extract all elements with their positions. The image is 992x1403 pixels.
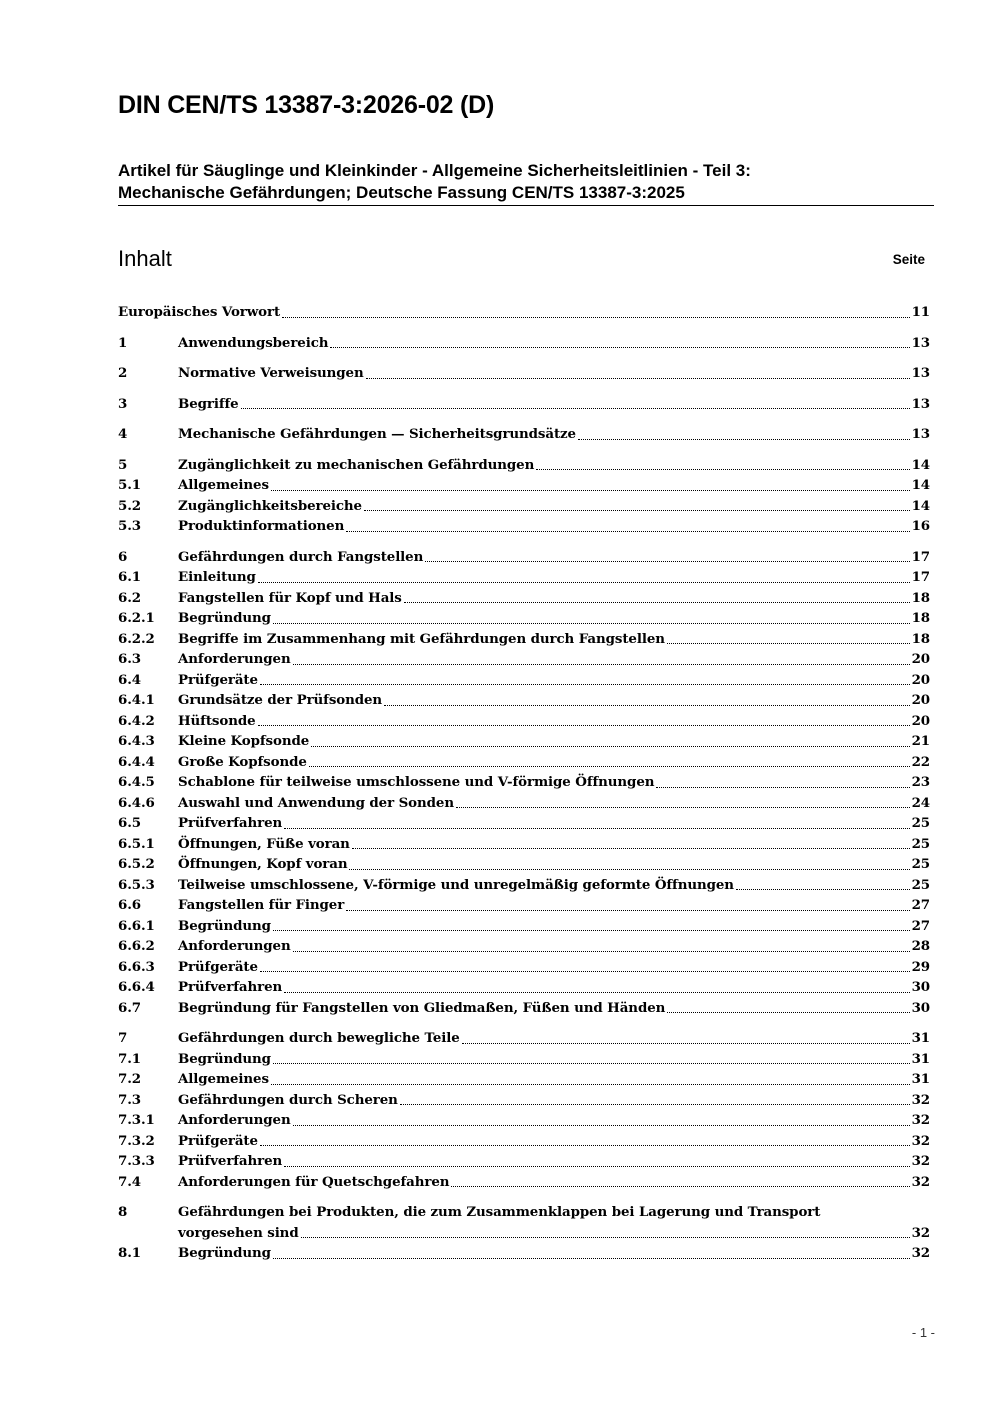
dot-leader: [425, 561, 909, 562]
dot-leader: [273, 930, 910, 931]
toc-entry-page: 32: [911, 1224, 930, 1241]
toc-entry[interactable]: [118, 1151, 930, 1172]
toc-entry-page: 17: [911, 548, 930, 565]
dot-leader: [284, 828, 909, 829]
toc-entry-title: Zugänglichkeit zu mechanischen Gefährdungen: [178, 456, 535, 473]
toc-entry-page: 31: [911, 1050, 930, 1067]
dot-leader: [667, 643, 910, 644]
toc-entry-page: 30: [911, 979, 930, 995]
toc-entry-title: Zugänglichkeitsbereiche: [178, 497, 362, 514]
toc-entry-title: Prüfverfahren: [178, 979, 283, 995]
toc-entry-page: 25: [911, 876, 930, 893]
toc-entry-title: Grundsätze der Prüfsonden: [178, 692, 383, 708]
toc-entry-number: 6.7: [118, 999, 141, 1016]
toc-entry-page: 20: [911, 651, 930, 667]
toc-entry-title: Schablone für teilweise umschlossene und V-förmige Öffnungen: [178, 774, 655, 790]
dot-leader: [400, 1104, 910, 1105]
toc-entry-title: Anforderungen: [178, 1112, 291, 1128]
toc-entry-page: 25: [911, 815, 930, 831]
dot-leader: [404, 602, 910, 603]
toc-entry-number: 6.6.3: [118, 958, 155, 975]
dot-leader: [258, 582, 910, 583]
toc-entry[interactable]: [118, 333, 930, 354]
toc-entry-page: 20: [911, 692, 930, 708]
toc-entry[interactable]: [118, 834, 930, 855]
toc-entry[interactable]: [118, 1131, 930, 1152]
dot-leader: [349, 869, 909, 870]
toc-entry-title: Begründung: [178, 917, 271, 934]
toc-entry-number: 6.2: [118, 589, 141, 606]
toc-entry-number: 6.3: [118, 651, 141, 667]
toc-entry-page: 25: [911, 835, 930, 852]
toc-entry-page: 13: [911, 426, 930, 442]
toc-entry[interactable]: [118, 363, 930, 384]
toc-entry-number: 6.4.5: [118, 774, 155, 790]
subtitle-line-2: Mechanische Gefährdungen; Deutsche Fassung CEN/TS 13387-3:2025: [118, 183, 685, 202]
toc-entry[interactable]: [118, 424, 930, 445]
dot-leader: [451, 1186, 909, 1187]
dot-leader: [273, 623, 910, 624]
toc-entry-title: Prüfgeräte: [178, 1132, 258, 1149]
toc-entry-page: 14: [911, 477, 930, 493]
toc-entry-number: 7.3: [118, 1091, 141, 1108]
toc-entry-title: Begründung: [178, 1245, 271, 1261]
toc-entry[interactable]: [118, 711, 930, 732]
toc-entry-page: 29: [911, 958, 930, 975]
toc-entry-page: 13: [911, 395, 930, 412]
toc-entry-number: 8: [118, 1204, 128, 1220]
toc-entry[interactable]: [118, 567, 930, 588]
toc-entry-number: 6.4.6: [118, 794, 155, 811]
toc-entry-title: Normative Verweisungen: [178, 365, 364, 381]
dot-leader: [462, 1043, 910, 1044]
toc-entry-page: 22: [911, 753, 930, 770]
toc-entry[interactable]: [118, 752, 930, 773]
toc-entry-page: 32: [911, 1112, 930, 1128]
dot-leader: [241, 408, 910, 409]
toc-entry-number: 6.4: [118, 671, 141, 688]
dot-leader: [578, 439, 910, 440]
toc-entry[interactable]: [118, 588, 930, 609]
toc-entry[interactable]: [118, 475, 930, 496]
dot-leader: [273, 1063, 910, 1064]
dot-leader: [656, 787, 909, 788]
toc-entry-number: 8.1: [118, 1245, 141, 1261]
toc-entry-page: 20: [911, 712, 930, 729]
toc-entry[interactable]: [118, 1243, 930, 1264]
dot-leader: [293, 951, 910, 952]
toc-entry-number: 6.4.4: [118, 753, 155, 770]
toc-entry[interactable]: [118, 1202, 930, 1223]
toc-entry-page: 14: [911, 497, 930, 514]
toc-entry-title: Anforderungen für Quetschgefahren: [178, 1173, 450, 1190]
dot-leader: [309, 766, 910, 767]
toc-entry-title: Begriffe: [178, 395, 239, 412]
toc-entry-number: 6.6.4: [118, 979, 155, 995]
toc-entry-title: Anforderungen: [178, 938, 291, 954]
toc-entry-title: Gefährdungen durch Fangstellen: [178, 548, 424, 565]
toc-entry-number: 3: [118, 395, 128, 412]
toc-entry-title: Gefährdungen durch Scheren: [178, 1091, 398, 1108]
toc-entry-page: 30: [911, 999, 930, 1016]
page-column-heading: Seite: [892, 252, 925, 267]
page-number: - 1 -: [911, 1325, 935, 1340]
toc-entry-title: Große Kopfsonde: [178, 753, 307, 770]
toc-entry-page: 32: [911, 1132, 930, 1149]
toc-entry-title: Anforderungen: [178, 651, 291, 667]
toc-entry-page: 21: [911, 733, 930, 749]
toc-entry[interactable]: [118, 1069, 930, 1090]
document-subtitle: [118, 160, 933, 204]
toc-entry-page: 18: [911, 630, 930, 647]
toc-entry[interactable]: [118, 916, 930, 937]
toc-entry-number: 7.3.1: [118, 1112, 155, 1128]
table-of-contents: [118, 302, 930, 1264]
toc-entry[interactable]: [118, 1090, 930, 1111]
toc-entry-title: Produktinformationen: [178, 518, 345, 534]
toc-entry-number: 7.1: [118, 1050, 141, 1067]
dot-leader: [258, 725, 910, 726]
toc-entry-page: 32: [911, 1153, 930, 1169]
toc-entry-title: Teilweise umschlossene, V-förmige und unregelmäßig geformte Öffnungen: [178, 876, 734, 893]
toc-entry-title: Allgemeines: [178, 1071, 269, 1087]
toc-entry[interactable]: [118, 394, 930, 415]
toc-entry-title: Allgemeines: [178, 477, 269, 493]
toc-entry-title: Prüfverfahren: [178, 815, 283, 831]
toc-entry-title: Gefährdungen bei Produkten, die zum Zusammenklappen bei Lagerung und Transport: [178, 1204, 821, 1220]
dot-leader: [293, 1125, 910, 1126]
dot-leader: [352, 848, 910, 849]
toc-entry-page: 13: [911, 334, 930, 351]
toc-entry-page: 32: [911, 1091, 930, 1108]
toc-entry-title: Fangstellen für Kopf und Hals: [178, 589, 402, 606]
dot-leader: [456, 807, 910, 808]
toc-entry-page: 24: [911, 794, 930, 811]
toc-entry-number: 6.6.2: [118, 938, 155, 954]
toc-entry-number: 6.5.1: [118, 835, 155, 852]
toc-entry-page: 18: [911, 589, 930, 606]
toc-entry-number: 6.6: [118, 897, 141, 913]
toc-entry[interactable]: [118, 936, 930, 957]
dot-leader: [260, 1145, 910, 1146]
toc-entry-page: 28: [911, 938, 930, 954]
dot-leader: [260, 684, 910, 685]
dot-leader: [284, 1166, 909, 1167]
toc-entry-number: 2: [118, 365, 128, 381]
toc-entry-number: 7.3.3: [118, 1153, 155, 1169]
toc-entry-number: 7.3.2: [118, 1132, 155, 1149]
toc-entry[interactable]: [118, 731, 930, 752]
toc-entry[interactable]: [118, 813, 930, 834]
toc-entry[interactable]: [118, 455, 930, 476]
toc-entry-number: 7: [118, 1030, 128, 1046]
toc-entry-page: 20: [911, 671, 930, 688]
dot-leader: [271, 1084, 910, 1085]
toc-entry-page: 32: [911, 1173, 930, 1190]
dot-leader: [311, 746, 909, 747]
toc-entry-page: 27: [911, 897, 930, 913]
dot-leader: [284, 992, 909, 993]
toc-entry[interactable]: [118, 895, 930, 916]
toc-entry[interactable]: [118, 977, 930, 998]
toc-entry-number: 7.4: [118, 1173, 141, 1190]
toc-entry-number: 6.1: [118, 569, 141, 585]
dot-leader: [260, 971, 910, 972]
dot-leader: [293, 664, 910, 665]
toc-entry-page: 31: [911, 1071, 930, 1087]
dot-leader: [366, 378, 910, 379]
toc-entry-page: 18: [911, 610, 930, 626]
toc-entry-title: Prüfgeräte: [178, 958, 258, 975]
toc-entry-title: Gefährdungen durch bewegliche Teile: [178, 1030, 460, 1046]
toc-entry-page: 17: [911, 569, 930, 585]
subtitle-line-1: Artikel für Säuglinge und Kleinkinder - Allgemeine Sicherheitsleitlinien - Teil 3:: [118, 161, 751, 180]
toc-entry[interactable]: [118, 854, 930, 875]
toc-entry-number: 6.4.1: [118, 692, 155, 708]
toc-entry-title: Prüfgeräte: [178, 671, 258, 688]
dot-leader: [271, 490, 910, 491]
document-title: DIN CEN/TS 13387-3:2026-02 (D): [118, 91, 495, 119]
toc-entry-title: Hüftsonde: [178, 712, 256, 729]
toc-entry-number: 5.1: [118, 477, 141, 493]
toc-entry-number: 5.2: [118, 497, 141, 514]
dot-leader: [346, 531, 909, 532]
dot-leader: [301, 1237, 910, 1238]
dot-leader: [736, 889, 910, 890]
toc-entry-title: Begründung: [178, 610, 271, 626]
toc-entry-number: 5: [118, 456, 128, 473]
toc-entry-title: Begründung für Fangstellen von Gliedmaßen, Füßen und Händen: [178, 999, 666, 1016]
contents-heading: Inhalt: [118, 246, 172, 271]
toc-entry[interactable]: [118, 690, 930, 711]
toc-entry-title: Kleine Kopfsonde: [178, 733, 310, 749]
toc-entry-page: 11: [911, 304, 930, 320]
toc-entry-page: 23: [911, 774, 930, 790]
toc-entry[interactable]: [118, 302, 930, 323]
toc-entry-number: 6.5.2: [118, 856, 155, 872]
toc-entry[interactable]: [118, 1049, 930, 1070]
toc-entry[interactable]: [118, 1110, 930, 1131]
dot-leader: [536, 469, 909, 470]
toc-entry-number: 6.4.3: [118, 733, 155, 749]
toc-entry-title: Prüfverfahren: [178, 1153, 283, 1169]
dot-leader: [282, 317, 910, 318]
toc-entry-title: Einleitung: [178, 569, 256, 585]
toc-entry[interactable]: [118, 1172, 930, 1193]
dot-leader: [667, 1012, 909, 1013]
toc-entry[interactable]: [118, 793, 930, 814]
toc-entry-number: 6.2.2: [118, 630, 155, 647]
dot-leader: [384, 705, 910, 706]
toc-entry[interactable]: [118, 629, 930, 650]
toc-entry[interactable]: [118, 1028, 930, 1049]
toc-entry[interactable]: [118, 547, 930, 568]
toc-entry-number: 4: [118, 426, 128, 442]
toc-entry[interactable]: [118, 875, 930, 896]
toc-entry-page: 32: [911, 1245, 930, 1261]
toc-entry-title: Öffnungen, Füße voran: [178, 835, 350, 852]
toc-entry-number: 6.5: [118, 815, 141, 831]
toc-entry-page: 31: [911, 1030, 930, 1046]
toc-entry[interactable]: [118, 957, 930, 978]
toc-entry[interactable]: [118, 772, 930, 793]
dot-leader: [364, 510, 910, 511]
title-divider: [118, 205, 934, 206]
toc-entry-title: Mechanische Gefährdungen — Sicherheitsgrundsätze: [178, 426, 576, 442]
toc-entry-title: Öffnungen, Kopf voran: [178, 856, 348, 872]
toc-entry-number: 6.6.1: [118, 917, 155, 934]
toc-entry-page: 27: [911, 917, 930, 934]
dot-leader: [273, 1258, 910, 1259]
toc-entry-number: 7.2: [118, 1071, 141, 1087]
toc-entry[interactable]: [118, 649, 930, 670]
toc-entry-number: 5.3: [118, 518, 141, 534]
toc-entry-page: 14: [911, 456, 930, 473]
toc-entry-number: 6.5.3: [118, 876, 155, 893]
toc-entry[interactable]: [118, 608, 930, 629]
toc-entry[interactable]: [118, 516, 930, 537]
toc-entry-title: Anwendungsbereich: [178, 334, 329, 351]
toc-entry-number: 1: [118, 334, 128, 351]
toc-entry[interactable]: [118, 496, 930, 517]
dot-leader: [330, 347, 909, 348]
toc-entry-title: Begründung: [178, 1050, 271, 1067]
toc-entry-page: 13: [911, 365, 930, 381]
toc-entry-number: 6.4.2: [118, 712, 155, 729]
toc-entry-page: 25: [911, 856, 930, 872]
toc-entry[interactable]: [118, 670, 930, 691]
toc-entry-number: 6.2.1: [118, 610, 155, 626]
toc-entry-page: 16: [911, 518, 930, 534]
toc-entry-title: Europäisches Vorwort: [118, 304, 281, 320]
toc-entry-title: Begriffe im Zusammenhang mit Gefährdungen durch Fangstellen: [178, 630, 665, 647]
toc-entry-number: 6: [118, 548, 128, 565]
toc-entry-title: Fangstellen für Finger: [178, 897, 345, 913]
toc-entry-title: Auswahl und Anwendung der Sonden: [178, 794, 454, 811]
toc-entry[interactable]: [118, 1223, 930, 1244]
toc-entry[interactable]: [118, 998, 930, 1019]
dot-leader: [346, 910, 909, 911]
toc-entry-title: vorgesehen sind: [178, 1224, 299, 1241]
